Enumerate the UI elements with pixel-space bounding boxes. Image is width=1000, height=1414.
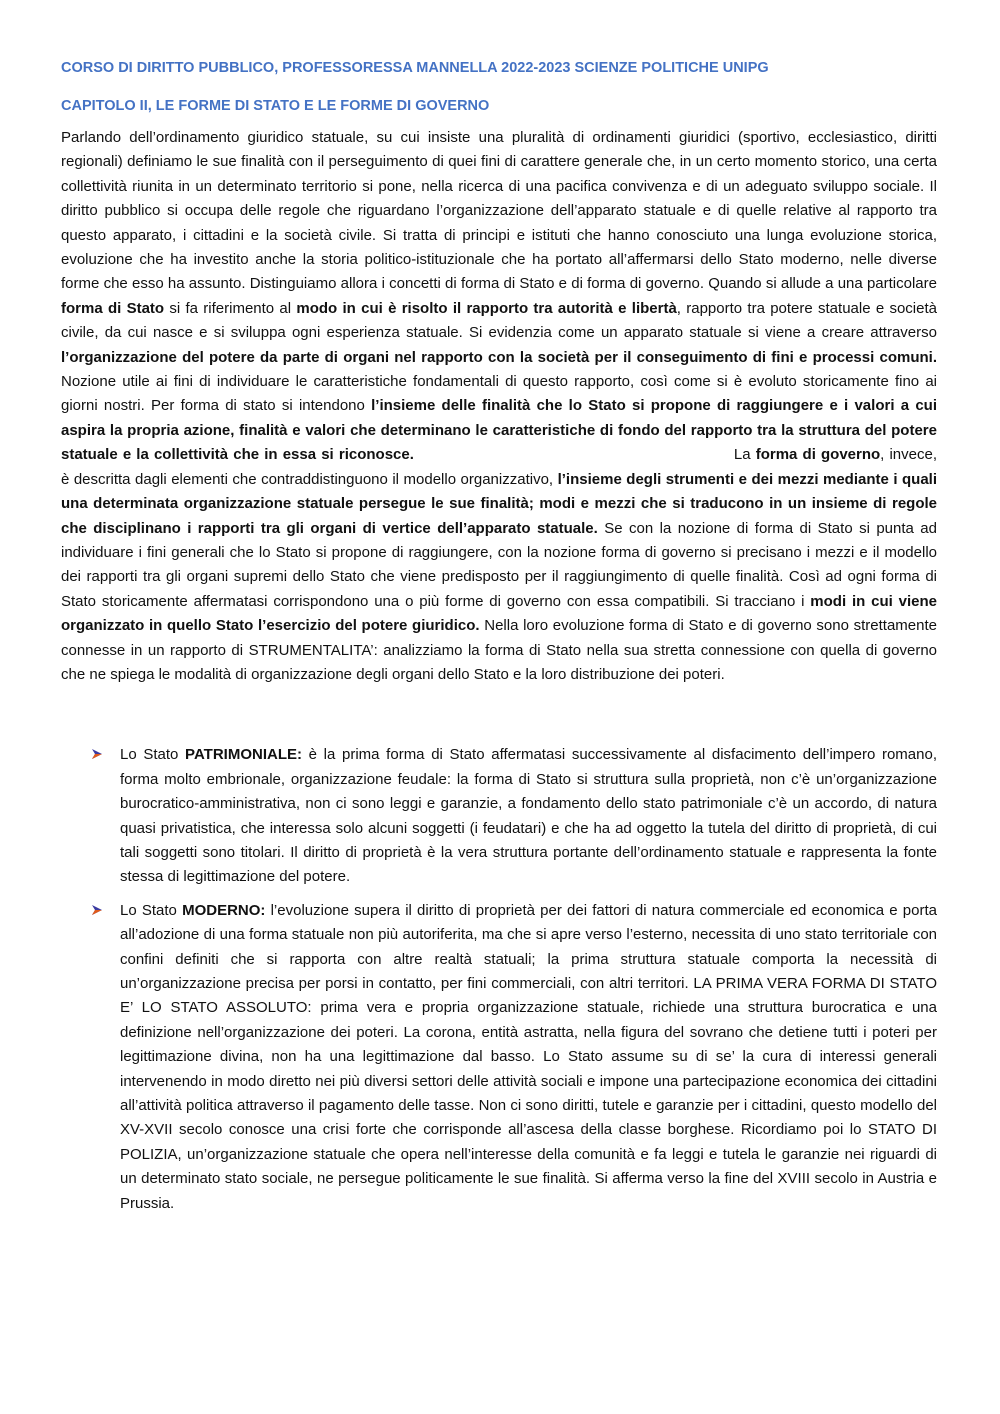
chapter-title: CAPITOLO II, LE FORME DI STATO E LE FORME DI GOVERNO <box>61 98 490 114</box>
arrow-bullet-icon <box>90 748 104 760</box>
intro-text-6: , invece, è descritta dagli elementi che contraddistinguono il modello organizzativo, <box>61 446 937 488</box>
bullet-prefix: Lo Stato <box>120 746 186 764</box>
bullet-text: è la prima forma di Stato affermatasi successivamente al disfacimento dell’impero romano, forma molto embrionale, organizzazione feudale: la forma di Stato si struttura sulla proprietà, non c’è un’organizzazione burocratico-amministrativa, non ci sono leggi e garanzie, a fondamento dello stato patrimoniale c’è un accordo, di natura quasi privatistica, che interessa solo alcuni soggetti (i feudatari) e che ha ad oggetto la tutela del diritto di proprietà, di cui tali soggetti sono titolari. Il diritto di proprietà è la vera struttura portante dell’ordinamento statuale e rappresenta la fonte stessa di legittimazione del potere. <box>120 746 937 886</box>
list-item <box>61 899 937 1216</box>
intro-bold-1: forma di Stato <box>61 299 165 317</box>
state-forms-list <box>61 743 937 1216</box>
intro-bold-2: modo in cui è risolto il rapporto tra autorità e libertà <box>296 299 677 317</box>
intro-text-1: Parlando dell’ordinamento giuridico statuale, su cui insiste una pluralità di ordinamenti giuridici (sportivo, ecclesiastico, diritti regionali) definiamo le sue finalità con il perseguimento di quei fini di carattere generale che, in un certo momento storico, una certa collettività riunita in un determinato territorio si pone, nella ricerca di una pacifica convivenza e di un adeguato sviluppo sociale. Il diritto pubblico si occupa delle regole che riguardano l’organizzazione dell’apparato statuale e di quelle relative al rapporto tra questo apparato, i cittadini e la società civile. Si tratta di principi e istituti che hanno conosciuto una lunga evoluzione storica, evoluzione che ha investito anche la storia politico-istituzionale che ha portato all’affermarsi dello Stato moderno, nelle diverse forme che esso ha assunto. Distinguiamo allora i concetti di forma di Stato e di forma di governo. Quando si allude a una particolare <box>61 129 937 293</box>
intro-bold-7: modi in cui viene organizzato in quello Stato l’esercizio del potere giuridico. <box>61 592 937 635</box>
intro-bold-3: l’organizzazione del potere da parte di organi nel rapporto con la società per il conseguimento di fini e processi comuni. <box>61 348 937 366</box>
intro-paragraph <box>61 126 937 687</box>
intro-text-5: La <box>733 446 756 464</box>
intro-text-2: si fa riferimento al <box>164 299 297 317</box>
intro-bold-6: l’insieme degli strumenti e dei mezzi mediante i quali una determinata organizzazione statuale persegue le sue finalità; modi e mezzi che si traducono in un insieme di regole che disciplinano i rapporti tra gli organi di vertice dell’apparato statuale. <box>61 470 937 537</box>
list-item <box>61 743 937 889</box>
course-title: CORSO DI DIRITTO PUBBLICO, PROFESSORESSA MANNELLA 2022-2023 SCIENZE POLITICHE UNIPG <box>61 60 769 76</box>
intro-bold-4: l’insieme delle finalità che lo Stato si propone di raggiungere e i valori a cui aspira la propria azione, finalità e valori che determinano le caratteristiche di fondo del rapporto tra la struttura del potere statuale e la collettività che in essa si riconosce. <box>61 397 937 464</box>
intro-text-4: Nozione utile ai fini di individuare le caratteristiche fondamentali di questo rapporto, così come si è evoluto storicamente fino ai giorni nostri. Per forma di stato si intendono <box>61 373 937 415</box>
intro-text-3: , rapporto tra potere statuale e società civile, da cui nasce e si sviluppa ogni esperienza statuale. Si evidenzia come un apparato statuale si viene a creare attraverso <box>61 299 937 342</box>
bullet-text: l’evoluzione supera il diritto di proprietà per dei fattori di natura commerciale ed economica e porta all’adozione di una forma statuale non più autoriferita, ma che si apre verso l’esterno, necessita di uno stato territoriale con confini definiti che si rapporta con altre realtà statuali; la prima struttura statuale comporta la necessità di un’organizzazione precisa per porsi in contatto, per fini commerciali, con altri territori. LA PRIMA VERA FORMA DI STATO E’ LO STATO ASSOLUTO: prima vera e propria organizzazione statuale, richiede una struttura burocratica e una definizione nell’organizzazione dei poteri. La corona, entità astratta, nella figura del sovrano che detiene tutti i poteri per legittimazione divina, non ha una legittimazione dal basso. Lo Stato assume su di se’ la cura di interessi generali intervenendo in modo diretto nei più diversi settori delle attività sociali e impone una partecipazione economica dei cittadini all’attività politica attraverso il pagamento delle tasse. Non ci sono diritti, tutele e garanzie per i cittadini, questo modello del XV-XVII secolo conosce una crisi forte che corrisponde all’ascesa della classe borghese. Ricordiamo poi lo STATO DI POLIZIA, un’organizzazione statuale che opera nell’interesse della comunità e fa leggi e tutela le garanzie nei riguardi di un determinato stato sociale, ne persegue politicamente le sue finalità. Si afferma verso la fine del XVIII secolo in Austria e Prussia. <box>120 901 937 1212</box>
intro-bold-5: forma di governo <box>755 446 881 464</box>
document-page <box>61 58 937 1225</box>
intro-text-7: Se con la nozione di forma di Stato si punta ad individuare i fini generali che lo Stato si propone di raggiungere, con la nozione forma di governo si precisano i mezzi e il modello dei rapporti tra gli organi supremi dello Stato che viene predisposto per il raggiungimento di quelle finalità. Così ad ogni forma di Stato storicamente affermatasi corrispondono una o più forme di governo con essa compatibili. Si tracciano i <box>61 519 937 610</box>
bullet-term: MODERNO: <box>182 901 266 919</box>
intro-text-8: Nella loro evoluzione forma di Stato e di governo sono strettamente connesse in un rapporto di STRUMENTALITA’: analizziamo la forma di Stato nella sua stretta connessione con quella di governo che ne spiega le modalità di organizzazione degli organi dello Stato e la loro distribuzione dei poteri. <box>61 617 937 683</box>
bullet-prefix: Lo Stato <box>120 901 183 919</box>
arrow-bullet-icon <box>90 904 104 916</box>
bullet-term: PATRIMONIALE: <box>185 746 302 764</box>
